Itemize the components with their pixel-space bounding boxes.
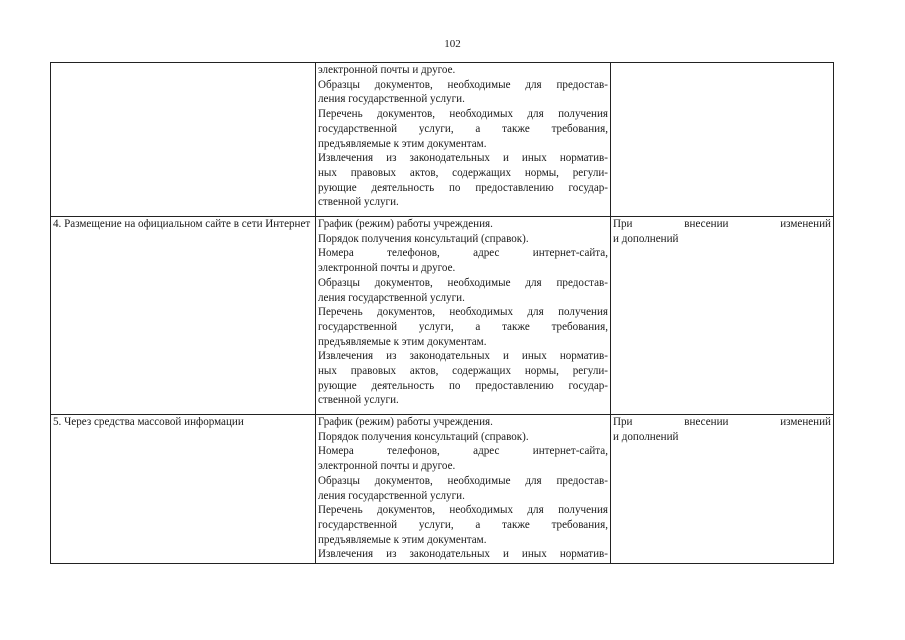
content-line: Перечень документов, необходимых для получения bbox=[318, 504, 608, 517]
content-line: электронной почты и другое. bbox=[318, 64, 456, 76]
content-line: ления государственной услуги. bbox=[318, 489, 465, 502]
content-cell bbox=[316, 217, 611, 415]
content-line: Номера телефонов, адрес интернет-сайта, bbox=[318, 247, 608, 260]
method-text: 5. Через средства массовой информации bbox=[53, 416, 244, 428]
frequency-line: и дополнений bbox=[613, 232, 679, 245]
content-line: электронной почты и другое. bbox=[318, 262, 456, 275]
content-line: ственной услуги. bbox=[318, 196, 399, 209]
content-cell bbox=[316, 415, 611, 564]
content-line: Перечень документов, необходимых для получения bbox=[318, 306, 608, 319]
content-line: Образцы документов, необходимые для предостав- bbox=[318, 474, 608, 487]
content-line: предъявляемые к этим документам. bbox=[318, 137, 487, 150]
table-row bbox=[51, 63, 834, 217]
method-cell bbox=[51, 217, 316, 415]
content-cell bbox=[316, 63, 611, 217]
frequency-line: и дополнений bbox=[613, 430, 679, 443]
content-line: Извлечения из законодательных и иных норматив- bbox=[318, 548, 608, 561]
content-line: Извлечения из законодательных и иных норматив- bbox=[318, 350, 608, 363]
method-cell bbox=[51, 63, 316, 217]
content-line: государственной услуги, а также требования, bbox=[318, 122, 608, 135]
content-line: ственной услуги. bbox=[318, 394, 399, 407]
content-line: Номера телефонов, адрес интернет-сайта, bbox=[318, 445, 608, 458]
content-line: Порядок получения консультаций (справок). bbox=[318, 232, 529, 245]
content-line: государственной услуги, а также требования, bbox=[318, 518, 608, 531]
content-line: ных правовых актов, содержащих нормы, регули- bbox=[318, 365, 608, 378]
frequency-line: При внесении изменений bbox=[613, 218, 831, 230]
content-line: ления государственной услуги. bbox=[318, 291, 465, 304]
content-line: электронной почты и другое. bbox=[318, 460, 456, 473]
frequency-cell bbox=[611, 63, 834, 217]
table-row bbox=[51, 217, 834, 415]
content-line: рующие деятельность по предоставлению государ- bbox=[318, 181, 608, 194]
frequency-line: При внесении изменений bbox=[613, 416, 831, 428]
frequency-cell bbox=[611, 217, 834, 415]
page-number: 102 bbox=[444, 38, 461, 50]
content-line: Извлечения из законодательных и иных норматив- bbox=[318, 152, 608, 165]
content-line: Образцы документов, необходимые для предостав- bbox=[318, 78, 608, 91]
content-line: рующие деятельность по предоставлению государ- bbox=[318, 379, 608, 392]
content-line: График (режим) работы учреждения. bbox=[318, 218, 493, 230]
content-line: Образцы документов, необходимые для предостав- bbox=[318, 276, 608, 289]
method-text: 4. Размещение на официальном сайте в сети Интернет bbox=[53, 218, 311, 230]
content-line: государственной услуги, а также требования, bbox=[318, 320, 608, 333]
frequency-cell bbox=[611, 415, 834, 564]
table-row bbox=[51, 415, 834, 564]
content-line: ных правовых актов, содержащих нормы, регули- bbox=[318, 166, 608, 179]
content-line: ления государственной услуги. bbox=[318, 93, 465, 106]
info-methods-table bbox=[50, 62, 834, 564]
content-line: Перечень документов, необходимых для получения bbox=[318, 108, 608, 121]
content-line: Порядок получения консультаций (справок). bbox=[318, 430, 529, 443]
content-line: предъявляемые к этим документам. bbox=[318, 335, 487, 348]
content-line: предъявляемые к этим документам. bbox=[318, 533, 487, 546]
content-line: График (режим) работы учреждения. bbox=[318, 416, 493, 428]
method-cell bbox=[51, 415, 316, 564]
